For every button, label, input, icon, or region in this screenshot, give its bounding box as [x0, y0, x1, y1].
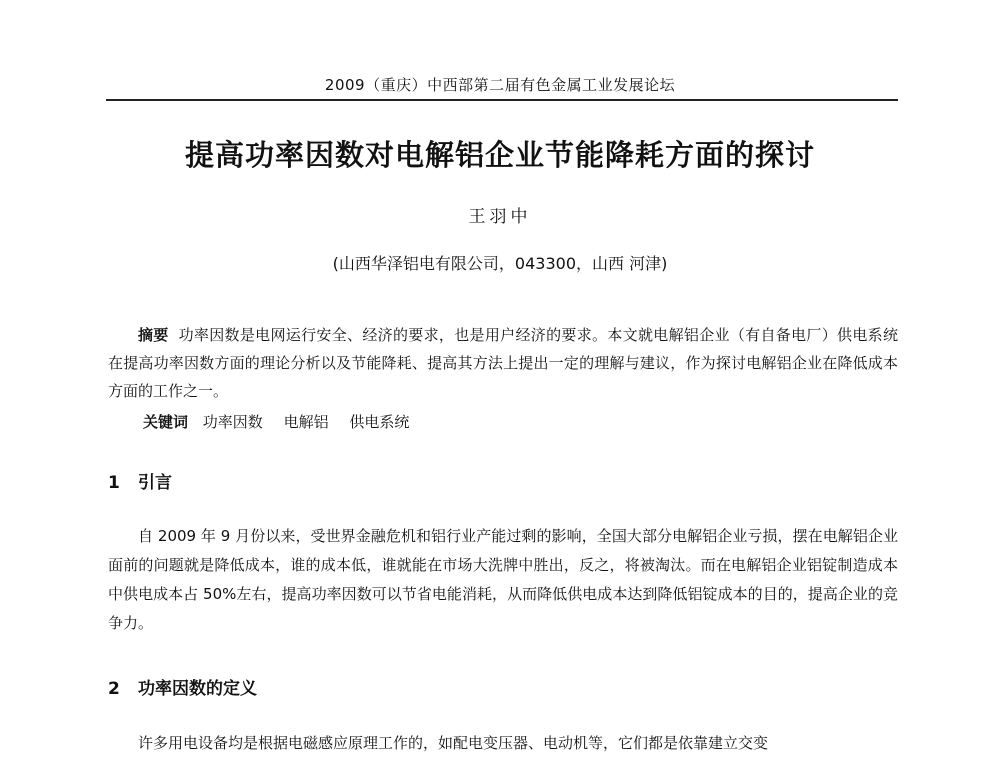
section-number: 1 [108, 473, 120, 493]
section-title: 功率因数的定义 [138, 679, 257, 699]
keyword: 供电系统 [349, 413, 410, 431]
section-paragraph-definition: 许多用电设备均是根据电磁感应原理工作的，如配电变压器、电动机等，它们都是依靠建立交变 [138, 734, 769, 752]
keyword: 电解铝 [283, 413, 329, 431]
running-header: 2009（重庆）中西部第二届有色金属工业发展论坛 [324, 76, 676, 94]
abstract-text: 功率因数是电网运行安全、经济的要求，也是用户经济的要求。本文就电解铝企业（有自备电厂）供电系统在提高功率因数方面的理论分析以及节能降耗、提高其方法上提出一定的理解与建议，作为探讨电解铝企业在降低成本方面的工作之一。 [108, 326, 898, 400]
keywords-label: 关键词 [143, 413, 189, 431]
header-rule [106, 99, 898, 101]
section-title: 引言 [138, 473, 172, 493]
abstract-label: 摘要 [138, 326, 169, 344]
keywords [143, 408, 425, 436]
section-paragraph-introduction: 自 2009 年 9 月份以来，受世界金融危机和铝行业产能过剩的影响，全国大部分电解铝企业亏损，摆在电解铝企业面前的问题就是降低成本，谁的成本低，谁就能在市场大洗牌中胜出，反之，将被淘汰。而在电解铝企业铝锭制造成本中供电成本占 50%左右，提高功率因数可以节省电能消耗，从而降低供电成本达到降低铝锭成本的目的，提高企业的竞争力。 [108, 527, 898, 632]
author-name: 王羽中 [468, 207, 532, 227]
abstract [108, 321, 898, 405]
keyword: 功率因数 [202, 413, 263, 431]
section-number: 2 [108, 679, 120, 699]
section-heading-definition [108, 674, 257, 699]
section-heading-introduction [108, 468, 172, 493]
paper-title: 提高功率因数对电解铝企业节能降耗方面的探讨 [184, 138, 815, 172]
author-affiliation: (山西华泽铝电有限公司，043300，山西 河津) [332, 254, 668, 273]
